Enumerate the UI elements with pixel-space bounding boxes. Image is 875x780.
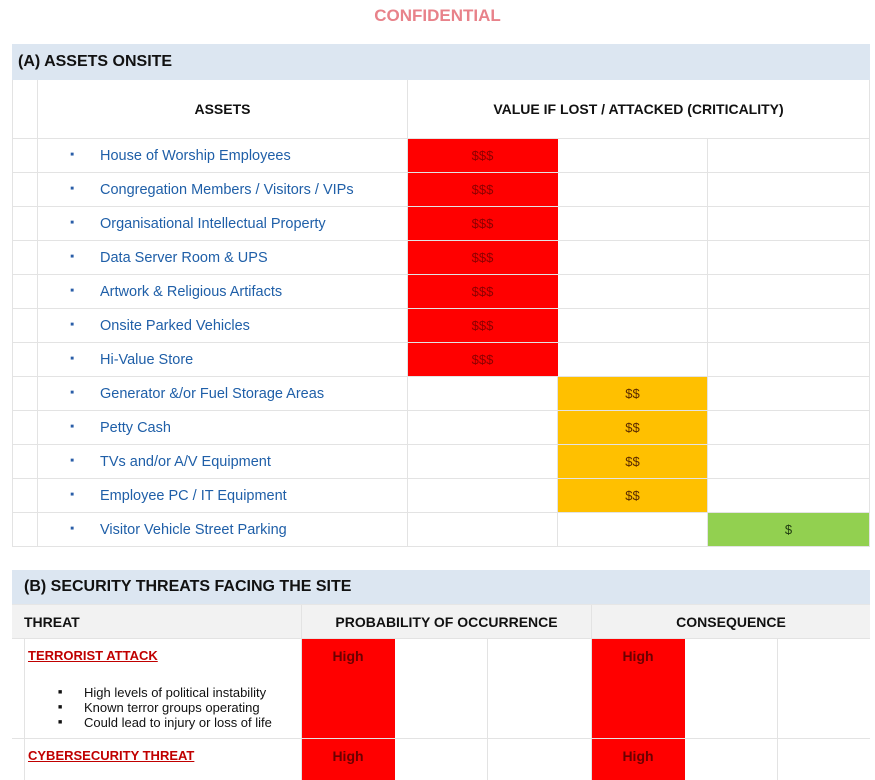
probability-high-cell: High bbox=[302, 739, 395, 780]
asset-name: Onsite Parked Vehicles bbox=[100, 317, 250, 334]
probability-medium-cell bbox=[395, 739, 488, 780]
asset-cell bbox=[38, 411, 408, 444]
row-gutter bbox=[13, 80, 38, 138]
row-gutter bbox=[13, 445, 38, 478]
criticality-low-cell bbox=[708, 173, 869, 206]
criticality-medium-cell bbox=[558, 173, 708, 206]
security-threats-section bbox=[12, 570, 870, 780]
bullet-icon bbox=[38, 490, 100, 501]
asset-cell bbox=[38, 241, 408, 274]
column-header-value: VALUE IF LOST / ATTACKED (CRITICALITY) bbox=[493, 101, 784, 117]
criticality-low-cell bbox=[708, 445, 869, 478]
bullet-icon bbox=[38, 354, 100, 365]
asset-name: Generator &/or Fuel Storage Areas bbox=[100, 385, 325, 402]
bullet-icon bbox=[38, 388, 100, 399]
threat-cell bbox=[12, 739, 302, 780]
criticality-high-cell bbox=[408, 411, 558, 444]
table-row bbox=[13, 376, 869, 410]
criticality-high-cell: $$$ bbox=[408, 139, 558, 172]
table-row bbox=[13, 512, 869, 546]
bullet-icon bbox=[38, 422, 100, 433]
criticality-high-cell bbox=[408, 377, 558, 410]
consequence-medium-cell bbox=[685, 639, 778, 738]
criticality-high-cell bbox=[408, 445, 558, 478]
row-gutter bbox=[13, 275, 38, 308]
asset-cell bbox=[38, 479, 408, 512]
probability-low-cell bbox=[488, 739, 592, 780]
criticality-high-cell: $$$ bbox=[408, 275, 558, 308]
assets-onsite-section bbox=[12, 44, 870, 547]
probability-high-cell: High bbox=[302, 639, 395, 738]
assets-table-header bbox=[13, 80, 869, 138]
asset-cell bbox=[38, 207, 408, 240]
criticality-high-cell bbox=[408, 513, 558, 546]
criticality-low-cell bbox=[708, 241, 869, 274]
confidential-banner: CONFIDENTIAL bbox=[374, 6, 501, 25]
criticality-medium-cell bbox=[558, 241, 708, 274]
criticality-medium-cell: $$ bbox=[558, 377, 708, 410]
criticality-medium-cell: $$ bbox=[558, 479, 708, 512]
criticality-medium-cell bbox=[558, 309, 708, 342]
criticality-low-cell bbox=[708, 139, 869, 172]
asset-cell bbox=[38, 513, 408, 546]
row-gutter bbox=[13, 207, 38, 240]
consequence-medium-cell bbox=[685, 739, 778, 780]
threat-cell bbox=[12, 639, 302, 738]
bullet-icon bbox=[38, 218, 100, 229]
criticality-medium-cell bbox=[558, 513, 708, 546]
table-row bbox=[13, 342, 869, 376]
row-gutter bbox=[13, 377, 38, 410]
criticality-high-cell: $$$ bbox=[408, 343, 558, 376]
criticality-low-cell bbox=[708, 275, 869, 308]
threat-title: TERRORIST ATTACK bbox=[28, 648, 158, 663]
assets-table bbox=[12, 80, 870, 547]
criticality-medium-cell: $$ bbox=[558, 411, 708, 444]
threat-point: ■ High levels of political instability bbox=[58, 685, 301, 700]
table-row bbox=[13, 172, 869, 206]
asset-name: TVs and/or A/V Equipment bbox=[100, 453, 271, 470]
row-gutter bbox=[13, 479, 38, 512]
asset-name: Visitor Vehicle Street Parking bbox=[100, 521, 287, 538]
table-row bbox=[13, 478, 869, 512]
table-row bbox=[13, 308, 869, 342]
criticality-low-cell bbox=[708, 411, 869, 444]
consequence-high-cell: High bbox=[592, 739, 685, 780]
criticality-medium-cell bbox=[558, 139, 708, 172]
threat-point: ■ Could lead to injury or loss of life bbox=[58, 715, 301, 730]
threat-content bbox=[24, 639, 302, 738]
bullet-icon bbox=[38, 252, 100, 263]
bullet-icon bbox=[38, 286, 100, 297]
criticality-medium-cell bbox=[558, 275, 708, 308]
table-row bbox=[13, 138, 869, 172]
consequence-low-cell bbox=[778, 739, 870, 780]
threat-points-list bbox=[28, 685, 301, 730]
criticality-medium-cell: $$ bbox=[558, 445, 708, 478]
probability-medium-cell bbox=[395, 639, 488, 738]
asset-name: Data Server Room & UPS bbox=[100, 249, 268, 266]
threat-title: CYBERSECURITY THREAT bbox=[28, 748, 195, 763]
asset-name: Organisational Intellectual Property bbox=[100, 215, 326, 232]
criticality-high-cell bbox=[408, 479, 558, 512]
criticality-high-cell: $$$ bbox=[408, 241, 558, 274]
table-row bbox=[13, 206, 869, 240]
column-header-assets: ASSETS bbox=[38, 80, 408, 138]
column-header-consequence: CONSEQUENCE bbox=[676, 613, 786, 630]
asset-name: Employee PC / IT Equipment bbox=[100, 487, 287, 504]
row-gutter bbox=[13, 241, 38, 274]
bullet-icon bbox=[38, 184, 100, 195]
asset-cell bbox=[38, 173, 408, 206]
consequence-low-cell bbox=[778, 639, 870, 738]
criticality-low-cell bbox=[708, 309, 869, 342]
asset-name: Congregation Members / Visitors / VIPs bbox=[100, 181, 354, 198]
threat-point: ■ Known terror groups operating bbox=[58, 700, 301, 715]
asset-cell bbox=[38, 445, 408, 478]
table-row bbox=[13, 410, 869, 444]
criticality-high-cell: $$$ bbox=[408, 173, 558, 206]
criticality-low-cell bbox=[708, 377, 869, 410]
bullet-icon bbox=[38, 150, 100, 161]
column-header-threat: THREAT bbox=[12, 605, 302, 638]
consequence-high-cell: High bbox=[592, 639, 685, 738]
section-a-title: (A) ASSETS ONSITE bbox=[12, 44, 870, 80]
criticality-medium-cell bbox=[558, 343, 708, 376]
criticality-high-cell: $$$ bbox=[408, 309, 558, 342]
asset-name: Petty Cash bbox=[100, 419, 171, 436]
criticality-low-cell bbox=[708, 479, 869, 512]
bullet-icon bbox=[38, 524, 100, 535]
table-row bbox=[13, 444, 869, 478]
row-gutter bbox=[13, 343, 38, 376]
asset-name: Hi-Value Store bbox=[100, 351, 194, 368]
criticality-low-cell bbox=[708, 207, 869, 240]
probability-low-cell bbox=[488, 639, 592, 738]
asset-cell bbox=[38, 377, 408, 410]
threat-row bbox=[12, 638, 870, 738]
criticality-low-cell bbox=[708, 343, 869, 376]
table-row bbox=[13, 240, 869, 274]
row-gutter bbox=[13, 513, 38, 546]
asset-name: Artwork & Religious Artifacts bbox=[100, 283, 283, 300]
criticality-high-cell: $$$ bbox=[408, 207, 558, 240]
asset-cell bbox=[38, 343, 408, 376]
asset-name: House of Worship Employees bbox=[100, 147, 291, 164]
section-b-title: (B) SECURITY THREATS FACING THE SITE bbox=[12, 570, 870, 604]
row-gutter bbox=[13, 173, 38, 206]
threats-table-header bbox=[12, 604, 870, 638]
criticality-low-cell: $ bbox=[708, 513, 869, 546]
column-header-probability: PROBABILITY OF OCCURRENCE bbox=[302, 605, 592, 638]
criticality-medium-cell bbox=[558, 207, 708, 240]
row-gutter bbox=[13, 309, 38, 342]
asset-cell bbox=[38, 275, 408, 308]
asset-cell bbox=[38, 139, 408, 172]
threat-row bbox=[12, 738, 870, 780]
row-gutter bbox=[13, 411, 38, 444]
row-gutter bbox=[13, 139, 38, 172]
bullet-icon bbox=[38, 320, 100, 331]
threat-content bbox=[24, 739, 302, 780]
bullet-icon bbox=[38, 456, 100, 467]
table-row bbox=[13, 274, 869, 308]
asset-cell bbox=[38, 309, 408, 342]
